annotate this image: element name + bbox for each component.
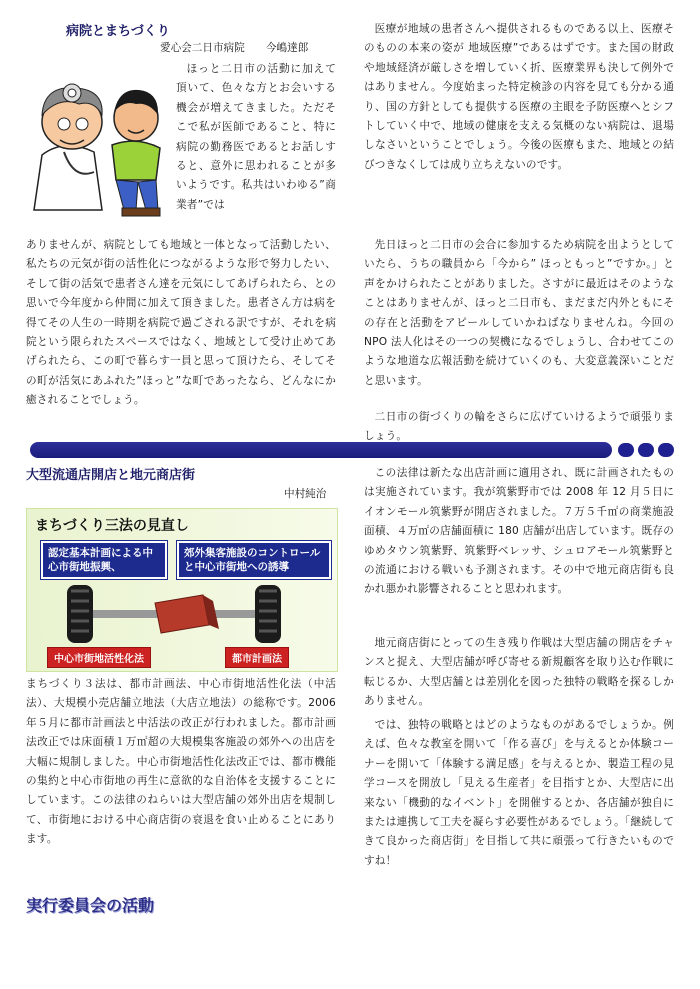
section3-title: 実行委員会の活動 <box>26 896 155 915</box>
diagram-box-left: 認定基本計画による中心市街地振興、 <box>41 541 167 579</box>
diagram-town-planning-laws <box>26 508 338 672</box>
diagram-tires-illustration <box>27 579 337 649</box>
article1-right-paragraph-3: 二日市の街づくりの輪をさらに広げていけるようで頑張りましょう。 <box>364 411 674 443</box>
article2-right-paragraph-3: では、独特の戦略とはどのようなものがあるでしょうか。例えば、色々な教室を開いて「作る喜び」を与えるとか体験コーナーを開いて「体験する満足感」を与えるとか、製造工程の見学コースを開放し「見える生産者」を目指すとか、大型店に出来ない「機動的なイベント」を開催するとか、各店舗が独自にまたは連携して工夫を凝らす必要性があるでしょう。「継続してきて良かった商店街」を目指して共に頑張って行きたいものですね！ <box>364 719 674 867</box>
article1-title: 病院とまちづくり <box>66 24 170 39</box>
article2-title: 大型流通店開店と地元商店街 <box>26 468 196 483</box>
article1-right-paragraph-1: 医療が地域の患者さんへ提供されるものである以上、医療そのものの本来の姿が 地域医療”であるはずです。また国の財政や地域経済が厳しさを増していく折、医療業界も決して例外ではありません。今度始まった特定検診の内容を見ても分かる通り、国の方針としても提供する医療の主眼を予防医療へとシフトしていく中で、地域の健康を支える気概のない病院は、退場しなさいということでしょう。今後の医療もまた、地域との結びつきなくしては成り立ちえないのです。 <box>364 23 674 171</box>
article2-left-paragraph: まちづくり３法は、都市計画法、中心市街地活性化法（中活法）、大規模小売店舗立地法（大店立地法）の総称です。2006 年５月に都市計画法と中活法の改正が行われました。都市計画法改正では床面積１万㎡超の大規模集客施設の郊外への出店を大幅に規制しました。中心市街地活性化法改正では、都市機能の集約と中心市街地の再生に意欲的な自治体を支援することにしています。この法律のねらいは大型店舗の郊外出店を規制して、市街地における中心商店街の衰退を食い止めることにあります。 <box>26 678 336 846</box>
article1-byline: 愛心会二日市病院 今嶋達郎 <box>160 42 309 54</box>
article1-paragraph-continued: ありませんが、病院としても地域と一体となって活動したい、私たちの元気が街の活性化につながるような形で努力したい、そして街の活気で患者さん達を元気にしてあげられたら、との思いで今年度から仲間に加えて頂きました。患者さん方は病を得てその人生の一時期を病院で過ごされる訳ですが、それを病院という限られたスペースではなく、地域として受け止めてあげられたら、この町で暮らす一員と思って頂けたら、そしてその町が活気にあふれた”ほっと”な町であったなら、どんなにか癒されることでしょう。 <box>26 239 336 407</box>
article2-right-paragraph-2: 地元商店街にとっての生き残り作戦は大型店舗の開店をチャンスと捉え、大型店舗が呼び寄せる新規顧客を取り込む作戦に転じるか、大型店舗とは差別化を図った独特の戦略を探るしかありません。 <box>364 637 674 708</box>
section-divider-bar <box>30 442 612 458</box>
diagram-label-right: 都市計画法 <box>225 647 289 668</box>
article1-right-paragraph-2: 先日ほっと二日市の会合に参加するため病院を出ようとしていたら、うちの職員から「今から” ほっともっと”ですか。」と声をかけられたことがありました。さすがに最近はそのようなことはありませんが、ほっと二日市も、まだまだ内外ともにその存在と活動をアピールしていかねばなりませんね。今回の NPO 法人化はその一つの契機になるでしょうし、合わせてこのような地道な広報活動を続けていくのも、大変意義深いことだと思います。 <box>364 239 674 387</box>
article2-byline: 中村純治 <box>284 488 327 500</box>
divider-dot <box>618 443 634 457</box>
divider-dot <box>658 443 674 457</box>
diagram-label-left: 中心市街地活性化法 <box>47 647 151 668</box>
doctor-child-illustration <box>24 60 174 220</box>
article1-paragraph-intro: ほっと二日市の活動に加えて頂いて、色々な方とお会いする機会が増えてきました。ただそこで私が医師であること、特に病院の勤務医であるとお話しすると、意外に思われることが多いようです。私共はいわゆる”商業者”では <box>176 63 336 211</box>
diagram-box-right: 郊外集客施設のコントロールと中心市街地への誘導 <box>177 541 331 579</box>
article2-right-paragraph-1: この法律は新たな出店計画に適用され、既に計画されたものは実施されています。我が筑紫野市では 2008 年 12 月５日にイオンモール筑紫野が開店されました。７万５千㎡の商業施設面積、４万㎡の店舗面積に 180 店舗が出店しています。既存のゆめタウン筑紫野、筑紫野ベレッサ、シュロアモール筑紫野との流通における戦いも予測されます。その中で地元商店街も良かれ悪かれ影響されることと思われます。 <box>364 467 674 596</box>
diagram-title: まちづくり三法の見直し <box>35 518 189 534</box>
divider-dot <box>638 443 654 457</box>
